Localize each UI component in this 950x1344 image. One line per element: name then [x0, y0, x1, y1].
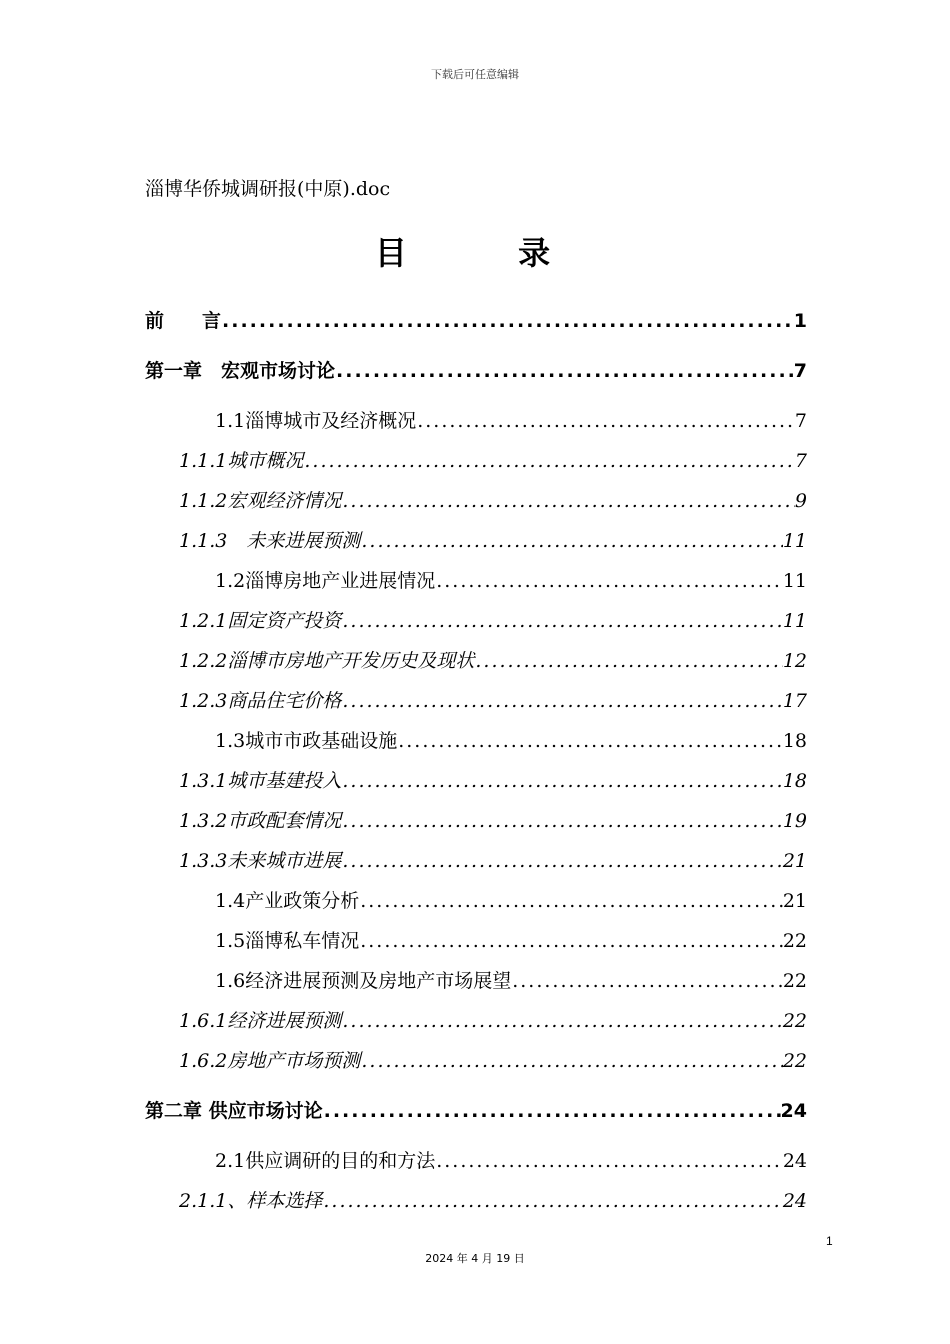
- toc-entry[interactable]: [179, 806, 807, 833]
- toc-entry-page: 18: [782, 770, 807, 792]
- toc-entry[interactable]: [215, 966, 807, 993]
- toc-entry[interactable]: [215, 926, 807, 953]
- document-title: 淄博华侨城调研报(中原).doc: [145, 178, 391, 200]
- header-note: 下载后可任意编辑: [431, 68, 519, 81]
- toc-dot-leader: [341, 770, 782, 792]
- toc-entry-title: 1.1.1城市概况: [179, 450, 304, 472]
- toc-dot-leader: [341, 490, 795, 512]
- toc-dot-leader: [359, 930, 783, 952]
- toc-entry-page: 24: [782, 1150, 807, 1172]
- toc-entry-page: 22: [782, 930, 807, 952]
- toc-entry-page: 24: [782, 1190, 807, 1212]
- toc-entry-title: 1.2.1固定资产投资: [179, 610, 342, 632]
- toc-entry-title: 1.3.2市政配套情况: [179, 810, 342, 832]
- toc-entry-page: 18: [782, 730, 807, 752]
- toc-entry[interactable]: [145, 1096, 807, 1123]
- toc-entry-title: 1.4产业政策分析: [215, 890, 360, 912]
- toc-dot-leader: [360, 530, 782, 552]
- toc-entry-title: 前 言: [145, 310, 222, 332]
- toc-dot-leader: [435, 1150, 783, 1172]
- toc-entry-page: 1: [793, 310, 807, 332]
- toc-entry-page: 12: [782, 650, 807, 672]
- toc-entry[interactable]: [215, 566, 807, 593]
- toc-entry-page: 11: [782, 530, 807, 552]
- toc-entry[interactable]: [145, 306, 807, 333]
- toc-entry-title: 1.6经济进展预测及房地产市场展望: [215, 970, 512, 992]
- toc-entry[interactable]: [179, 646, 807, 673]
- toc-entry[interactable]: [179, 766, 807, 793]
- toc-dot-leader: [474, 650, 782, 672]
- toc-entry-title: 1.1.3 未来进展预测: [179, 530, 361, 552]
- toc-entry-title: 1.3城市市政基础设施: [215, 730, 398, 752]
- toc-dot-leader: [323, 1100, 781, 1122]
- toc-entry[interactable]: [179, 1006, 807, 1033]
- toc-entry[interactable]: [179, 1186, 807, 1213]
- toc-entry-title: 第二章 供应市场讨论: [145, 1100, 323, 1122]
- toc-dot-leader: [435, 570, 783, 592]
- toc-dot-leader: [322, 1190, 782, 1212]
- toc-entry-page: 11: [782, 570, 807, 592]
- toc-entry-title: 第一章 宏观市场讨论: [145, 360, 336, 382]
- toc-entry-title: 1.6.1经济进展预测: [179, 1010, 342, 1032]
- toc-entry-title: 1.3.1城市基建投入: [179, 770, 342, 792]
- toc-entry-page: 21: [782, 890, 807, 912]
- toc-dot-leader: [341, 850, 782, 872]
- toc-entry-title: 1.1.2宏观经济情况: [179, 490, 342, 512]
- page-number: 1: [826, 1234, 833, 1248]
- toc-entry[interactable]: [179, 846, 807, 873]
- toc-dot-leader: [221, 310, 794, 332]
- toc-dot-leader: [303, 450, 795, 472]
- toc-entry[interactable]: [179, 1046, 807, 1073]
- toc-entry[interactable]: [179, 606, 807, 633]
- footer-date: 2024 年 4 月 19 日: [425, 1252, 525, 1265]
- toc-entry-title: 1.2.2淄博市房地产开发历史及现状: [179, 650, 475, 672]
- toc-dot-leader: [341, 610, 782, 632]
- toc-entry-title: 1.3.3未来城市进展: [179, 850, 342, 872]
- toc-entry[interactable]: [179, 526, 807, 553]
- toc-entry-page: 24: [780, 1100, 807, 1122]
- toc-entry-title: 1.6.2房地产市场预测: [179, 1050, 361, 1072]
- toc-entry-page: 21: [782, 850, 807, 872]
- toc-entry-page: 22: [782, 1050, 807, 1072]
- toc-entry[interactable]: [179, 486, 807, 513]
- toc-entry[interactable]: [215, 726, 807, 753]
- toc-entry-page: 7: [794, 450, 807, 472]
- toc-entry-page: 11: [782, 610, 807, 632]
- toc-entry[interactable]: [179, 686, 807, 713]
- toc-entry[interactable]: [215, 1146, 807, 1173]
- toc-entry-page: 17: [782, 690, 807, 712]
- toc-entry-page: 22: [782, 970, 807, 992]
- toc-dot-leader: [360, 1050, 782, 1072]
- toc-entry[interactable]: [145, 356, 807, 383]
- toc-entry[interactable]: [179, 446, 807, 473]
- toc-entry[interactable]: [215, 886, 807, 913]
- toc-dot-leader: [511, 970, 783, 992]
- toc-dot-leader: [341, 1010, 782, 1032]
- toc-entry-page: 22: [782, 1010, 807, 1032]
- toc-dot-leader: [397, 730, 783, 752]
- toc-dot-leader: [335, 360, 794, 382]
- toc-entry-title: 1.5淄博私车情况: [215, 930, 360, 952]
- toc-heading: 目 录: [374, 234, 601, 272]
- toc-entry-title: 2.1供应调研的目的和方法: [215, 1150, 436, 1172]
- toc-dot-leader: [341, 690, 782, 712]
- toc-dot-leader: [341, 810, 782, 832]
- toc-dot-leader: [359, 890, 783, 912]
- toc-entry-title: 1.2淄博房地产业进展情况: [215, 570, 436, 592]
- toc-entry[interactable]: [215, 406, 807, 433]
- toc-entry-title: 1.2.3商品住宅价格: [179, 690, 342, 712]
- toc-entry-page: 19: [782, 810, 807, 832]
- toc-entry-title: 2.1.1、样本选择: [179, 1190, 323, 1212]
- toc-entry-page: 9: [794, 490, 807, 512]
- toc-entry-page: 7: [794, 410, 807, 432]
- toc-dot-leader: [416, 410, 795, 432]
- toc-entry-title: 1.1淄博城市及经济概况: [215, 410, 417, 432]
- toc-entry-page: 7: [793, 360, 807, 382]
